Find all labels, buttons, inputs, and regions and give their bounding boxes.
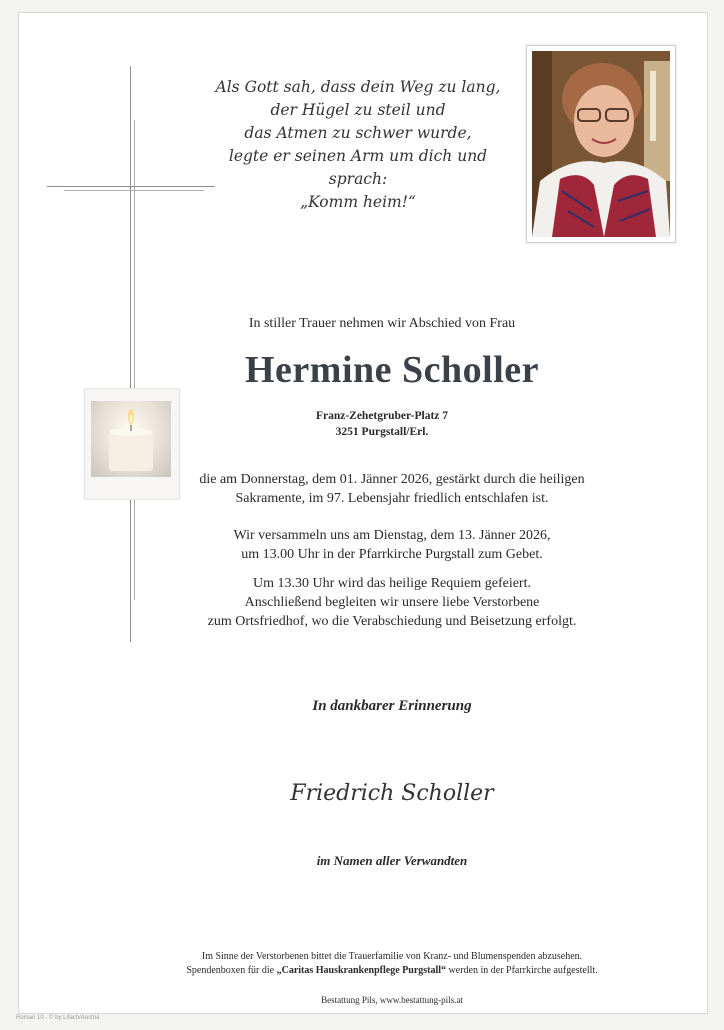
signer-name: Friedrich Scholler bbox=[290, 781, 494, 806]
requiem-line: Anschließend begleiten wir unsere liebe Verstorbene bbox=[244, 595, 540, 610]
poem-line: der Hügel zu steil und bbox=[270, 101, 446, 119]
imprint-text: Roman 10 - © by Lifach/Austria bbox=[16, 1015, 100, 1021]
intro-text: In stiller Trauer nehmen wir Abschied von Frau bbox=[248, 316, 516, 331]
deceased-name: Hermine Scholler bbox=[245, 349, 539, 391]
poem-line: legte er seinen Arm um dich und bbox=[228, 147, 488, 165]
candle-icon bbox=[91, 401, 171, 477]
cross-vertical-line-inner bbox=[134, 120, 135, 600]
requiem-line: Um 13.30 Uhr wird das heilige Requiem gefeiert. bbox=[253, 576, 531, 591]
death-notice-line: Sakramente, im 97. Lebensjahr friedlich entschlafen ist. bbox=[235, 491, 549, 506]
donation-organization: „Caritas Hauskrankenpflege Purgstall“ bbox=[276, 965, 447, 976]
prayer-line: Wir versammeln uns am Dienstag, dem 13. Jänner 2026, bbox=[233, 528, 551, 543]
cross-horizontal-line bbox=[47, 186, 215, 187]
cross-horizontal-line-inner bbox=[64, 190, 204, 191]
prayer-notice bbox=[180, 526, 604, 564]
poem-line: Als Gott sah, dass dein Weg zu lang, bbox=[215, 78, 501, 96]
candle-image bbox=[91, 401, 171, 477]
poem-line: „Komm heim!“ bbox=[300, 193, 416, 211]
memory-heading: In dankbarer Erinnerung bbox=[312, 698, 472, 714]
relatives-text: im Namen aller Verwandten bbox=[316, 853, 468, 868]
cross-vertical-line bbox=[130, 66, 131, 642]
portrait-illustration bbox=[532, 51, 670, 237]
death-notice-line: die am Donnerstag, dem 01. Jänner 2026, gestärkt durch die heiligen bbox=[199, 472, 585, 487]
portrait-frame bbox=[526, 45, 676, 243]
requiem-notice bbox=[180, 574, 604, 631]
donation-prefix: Spendenboxen für die bbox=[186, 965, 275, 976]
poem-line: sprach: bbox=[328, 170, 388, 188]
portrait-photo bbox=[532, 51, 670, 237]
address-street: Franz-Zehetgruber-Platz 7 bbox=[315, 410, 449, 422]
candle-image-frame bbox=[84, 388, 180, 500]
poem-line: das Atmen zu schwer wurde, bbox=[244, 124, 472, 142]
deceased-address bbox=[180, 408, 584, 440]
donation-notice bbox=[110, 950, 674, 978]
poem bbox=[212, 76, 504, 214]
address-city: 3251 Purgstall/Erl. bbox=[335, 426, 429, 438]
requiem-line: zum Ortsfriedhof, wo die Verabschiedung und Beisetzung erfolgt. bbox=[207, 614, 577, 629]
donation-suffix: werden in der Pfarrkirche aufgestellt. bbox=[448, 965, 598, 976]
funeral-home-footer: Bestattung Pils, www.bestattung-pils.at bbox=[321, 995, 463, 1005]
donation-line: Im Sinne der Verstorbenen bittet die Trauerfamilie von Kranz- und Blumenspenden abzusehen. bbox=[201, 951, 583, 962]
donation-line bbox=[110, 964, 674, 978]
prayer-line: um 13.00 Uhr in der Pfarrkirche Purgstall zum Gebet. bbox=[241, 547, 543, 562]
death-notice bbox=[180, 470, 604, 508]
